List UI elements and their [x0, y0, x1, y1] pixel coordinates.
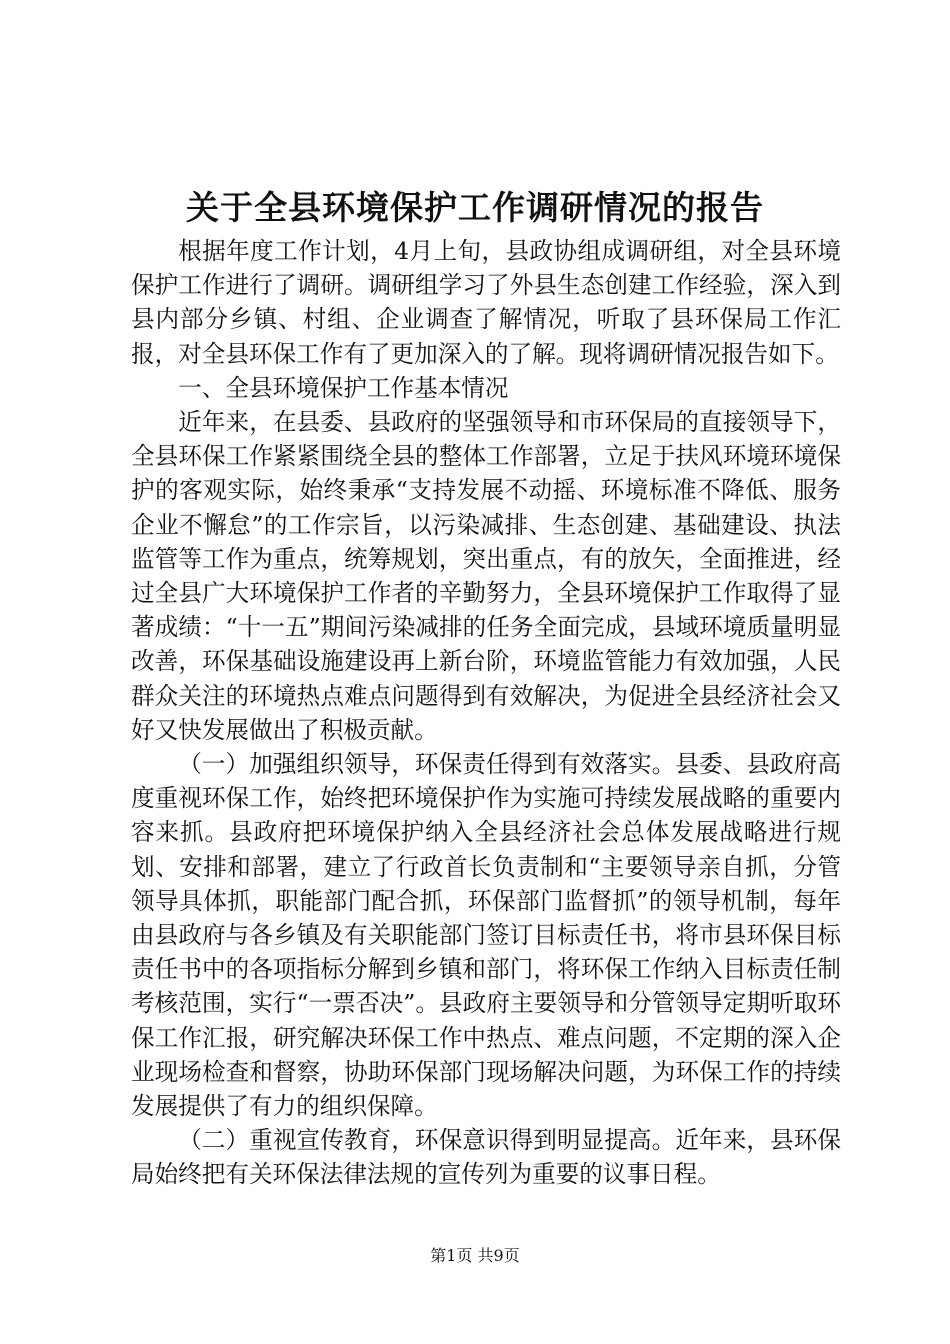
paragraph-publicity: （二）重视宣传教育，环保意识得到明显提高。近年来，县环保局始终把有关环保法律法规的宣传列为重要的议事日程。 [131, 1126, 841, 1189]
paragraph-overview: 近年来，在县委、县政府的坚强领导和市环保局的直接领导下，全县环保工作紧紧围绕全县的整体工作部署，立足于扶风环境环境保护的客观实际，始终秉承“支持发展不动摇、环境标准不降低、服务企业不懈怠”的工作宗旨，以污染减排、生态创建、基础建设、执法监管等工作为重点，统筹规划，突出重点，有的放矢，全面推进，经过全县广大环境保护工作者的辛勤努力，全县环境保护工作取得了显著成绩：“十一五”期间污染减排的任务全面完成，县域环境质量明显改善，环保基础设施建设再上新台阶，环境监管能力有效加强，人民群众关注的环境热点难点问题得到有效解决，为促进全县经济社会又好又快发展做出了积极贡献。 [131, 408, 841, 744]
document-body [131, 234, 841, 1192]
paragraph-organization: （一）加强组织领导，环保责任得到有效落实。县委、县政府高度重视环保工作，始终把环境保护作为实施可持续发展战略的重要内容来抓。县政府把环境保护纳入全县经济社会总体发展战略进行规划、安排和部署，建立了行政首长负责制和“主要领导亲自抓，分管领导具体抓，职能部门配合抓，环保部门监督抓”的领导机制，每年由县政府与各乡镇及有关职能部门签订目标责任书，将市县环保目标责任书中的各项指标分解到乡镇和部门，将环保工作纳入目标责任制考核范围，实行“一票否决”。县政府主要领导和分管领导定期听取环保工作汇报，研究解决环保工作中热点、难点问题，不定期的深入企业现场检查和督察，协助环保部门现场解决问题，为环保工作的持续发展提供了有力的组织保障。 [131, 750, 841, 1121]
page-number-footer: 第1页 共9页 [430, 1246, 520, 1265]
paragraph-intro: 根据年度工作计划，4月上旬，县政协组成调研组，对全县环境保护工作进行了调研。调研组学习了外县生态创建工作经验，深入到县内部分乡镇、村组、企业调查了解情况，听取了县环保局工作汇报，对全县环保工作有了更加深入的了解。现将调研情况报告如下。 [131, 237, 841, 368]
section-heading-1: 一、全县环境保护工作基本情况 [178, 373, 509, 402]
document-title: 关于全县环境保护工作调研情况的报告 [186, 188, 764, 227]
